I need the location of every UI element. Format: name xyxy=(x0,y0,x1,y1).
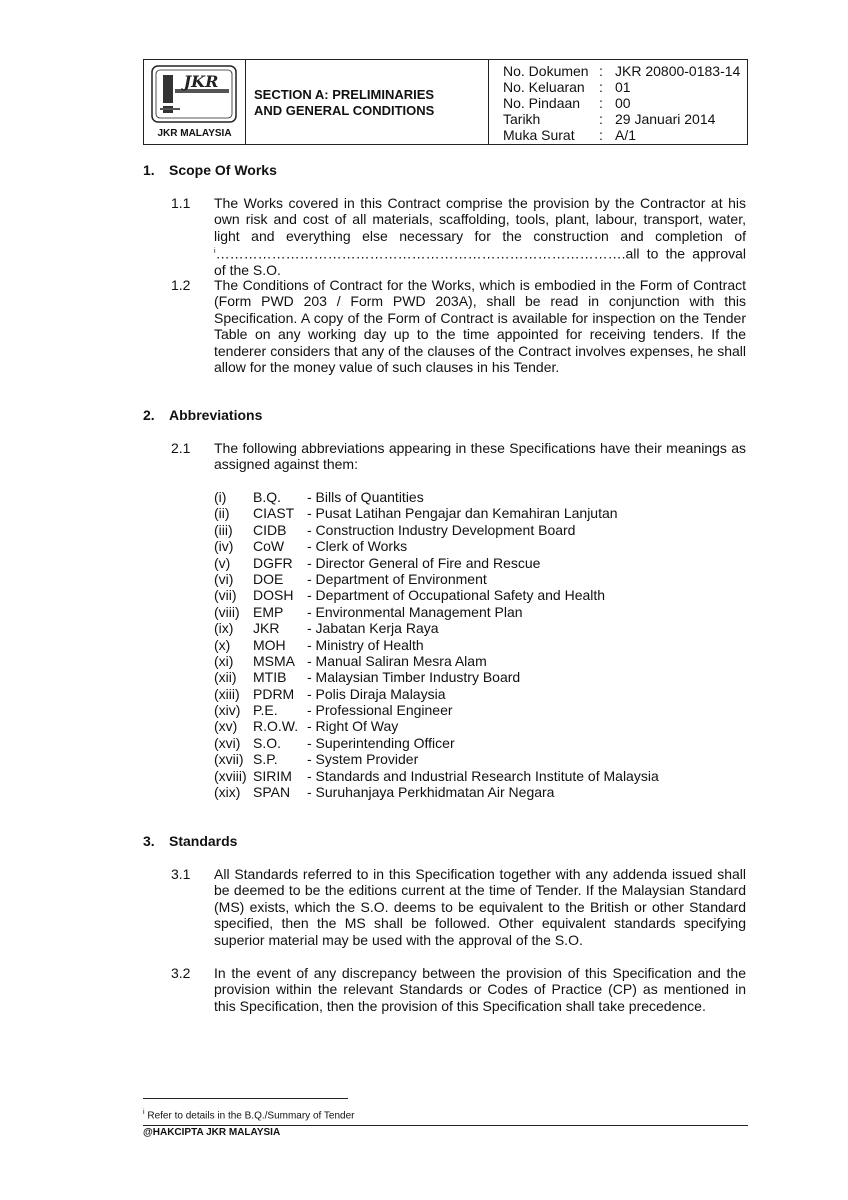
abbr-number: (xvi) xyxy=(214,734,241,751)
abbr-number: (viii) xyxy=(214,603,240,620)
meta-label: No. Keluaran xyxy=(503,79,585,95)
abbr-desc: - Suruhanjaya Perkhidmatan Air Negara xyxy=(307,784,555,801)
paragraph-number: 2.1 xyxy=(171,440,191,456)
abbr-code: CIDB xyxy=(253,521,287,538)
paragraph-1-2: The Conditions of Contract for the Works, which is embodied in the Form of Contract (Form PWD 203 / Form PWD 203A), shall be read in conjunction with this Specification. A copy of the Form of Contract is available for inspection on the Tender Table on any working day up to the time appointed for receiving tenders. If the tenderer considers that any of the clauses of the Contract involves expenses, he shall allow for the money value of such clauses in his Tender. xyxy=(214,277,746,376)
abbr-code: SPAN xyxy=(253,784,291,801)
logo-caption: JKR MALAYSIA xyxy=(157,128,232,139)
footnote xyxy=(143,1109,354,1121)
section-number: 1. xyxy=(143,162,155,178)
paragraph-number: 3.1 xyxy=(171,866,191,882)
paragraph-number: 1.2 xyxy=(171,277,191,293)
section-title: Abbreviations xyxy=(169,407,263,423)
abbr-desc: - Right Of Way xyxy=(307,718,399,735)
section-number: 3. xyxy=(143,833,155,849)
meta-value: 01 xyxy=(615,79,631,95)
abbr-code: CIAST xyxy=(253,505,295,522)
abbr-code: S.O. xyxy=(253,734,282,751)
paragraph-3-2: In the event of any discrepancy between the provision of this Specification and the provision within the relevant Standards or Codes of Practice (CP) as mentioned in this Specification, then the provision of this Specification shall take precedence. xyxy=(214,965,746,1014)
meta-label: Tarikh xyxy=(503,111,541,127)
abbr-code: DGFR xyxy=(253,554,293,571)
copyright-footer: @HAKCIPTA JKR MALAYSIA xyxy=(143,1127,281,1138)
section-title: Scope Of Works xyxy=(169,162,277,178)
abbr-desc: - Environmental Management Plan xyxy=(307,603,523,620)
abbr-number: (xi) xyxy=(214,652,234,669)
paragraph-3-1: All Standards referred to in this Specification together with any addenda issued shall be deemed to be the editions current at the time of Tender. If the Malaysian Standard (MS) exists, which the S.O. deems to be equivalent to the British or other Standard specified, then the MS shall be followed. Other equivalent standards specifying superior material may be used with the approval of the S.O. xyxy=(214,866,746,948)
abbr-desc: - Construction Industry Development Board xyxy=(307,521,576,538)
abbr-code: CoW xyxy=(253,538,285,555)
abbr-code: B.Q. xyxy=(253,489,282,505)
abbr-code: DOSH xyxy=(253,587,294,604)
section-title xyxy=(254,87,434,119)
abbr-number: (vii) xyxy=(214,587,237,604)
abbr-code: JKR xyxy=(253,620,280,637)
meta-value: 29 Januari 2014 xyxy=(615,111,716,127)
abbr-desc: - Department of Occupational Safety and Health xyxy=(307,587,606,604)
document-meta: No. Dokumen : JKR 20800-0183-14 No. Keluaran : 01 No. Pindaan : 00 Tarikh : 29 Januari 2014 Muka Surat : A/1 xyxy=(503,63,741,143)
section-number: 2. xyxy=(143,407,155,423)
abbr-code: MSMA xyxy=(253,652,295,669)
meta-label: No. Dokumen xyxy=(503,63,589,79)
paragraph-number: 3.2 xyxy=(171,965,191,981)
footnote-separator xyxy=(143,1098,348,1099)
jkr-logo xyxy=(151,65,237,123)
abbr-number: (ix) xyxy=(214,620,234,637)
abbr-desc: - Polis Diraja Malaysia xyxy=(307,685,446,702)
logo-text: JKR xyxy=(183,72,219,91)
section-title-line-1: SECTION A: PRELIMINARIES xyxy=(254,87,435,102)
abbr-number: (v) xyxy=(214,554,231,571)
meta-label: No. Pindaan xyxy=(503,95,581,111)
abbr-desc: - Department of Environment xyxy=(307,570,487,587)
abbr-number: (iii) xyxy=(214,521,233,538)
abbr-desc: - Director General of Fire and Rescue xyxy=(307,554,541,571)
abbr-desc: - Pusat Latihan Pengajar dan Kemahiran Lanjutan xyxy=(307,505,618,522)
footnote-ref: i xyxy=(214,248,216,256)
abbr-number: (xviii) xyxy=(214,767,247,784)
meta-value: A/1 xyxy=(615,127,637,143)
abbr-number: (xii) xyxy=(214,669,237,686)
section-title-line-2: AND GENERAL CONDITIONS xyxy=(254,103,435,118)
abbr-desc: - Malaysian Timber Industry Board xyxy=(307,669,521,686)
abbr-number: (ii) xyxy=(214,505,230,522)
abbr-code: R.O.W. xyxy=(253,718,299,735)
meta-value: 00 xyxy=(615,95,631,111)
abbr-number: (xiii) xyxy=(214,685,240,702)
abbr-desc: - Standards and Industrial Research Institute of Malaysia xyxy=(307,767,659,784)
meta-value: JKR 20800-0183-14 xyxy=(615,63,741,79)
abbr-number: (iv) xyxy=(214,538,234,555)
abbr-code: MTIB xyxy=(253,669,287,686)
paragraph-2-1: The following abbreviations appearing in these Specifications have their meanings as assigned against them: xyxy=(214,440,746,473)
footnote-marker: i xyxy=(143,1109,145,1116)
abbr-code: PDRM xyxy=(253,685,295,702)
footnote-text: Refer to details in the B.Q./Summary of Tender xyxy=(147,1110,355,1122)
abbr-desc: - Superintending Officer xyxy=(307,734,455,751)
abbr-code: EMP xyxy=(253,603,284,620)
abbr-desc: - Manual Saliran Mesra Alam xyxy=(307,652,487,669)
abbr-desc: - Professional Engineer xyxy=(307,702,453,719)
abbr-code: SIRIM xyxy=(253,767,292,784)
abbr-code: DOE xyxy=(253,570,284,587)
paragraph-1-1 xyxy=(214,195,746,279)
abbr-code: P.E. xyxy=(253,702,278,719)
abbr-number: (xv) xyxy=(214,718,238,735)
abbr-desc: - Clerk of Works xyxy=(307,538,408,555)
abbr-desc: - System Provider xyxy=(307,751,419,768)
abbr-number: (xiv) xyxy=(214,702,241,719)
abbr-number: (xix) xyxy=(214,784,241,801)
logo-cell xyxy=(144,60,246,144)
abbr-desc: - Ministry of Health xyxy=(307,636,424,653)
abbr-code: MOH xyxy=(253,636,286,653)
abbr-number: (xvii) xyxy=(214,751,244,768)
section-title-cell xyxy=(245,60,489,144)
paragraph-text: …………………………………………………………………………….all to the approval of the S.O. xyxy=(214,245,746,279)
section-title: Standards xyxy=(169,833,238,849)
paragraph-number: 1.1 xyxy=(171,195,191,211)
abbr-number: (vi) xyxy=(214,570,234,587)
abbr-desc: - Jabatan Kerja Raya xyxy=(307,620,439,637)
abbr-desc: - Bills of Quantities xyxy=(307,489,424,505)
abbr-number: (x) xyxy=(214,636,231,653)
meta-label: Muka Surat xyxy=(503,127,575,143)
footer-rule xyxy=(143,1125,748,1126)
document-header xyxy=(143,59,748,145)
paragraph-text: The Works covered in this Contract comprise the provision by the Contractor at his own risk and cost of all materials, scaffolding, tools, plant, labour, transport, water, light and everything else necessary for the construction and completion of xyxy=(214,195,746,244)
abbr-code: S.P. xyxy=(253,751,278,768)
abbr-number: (i) xyxy=(214,489,227,505)
